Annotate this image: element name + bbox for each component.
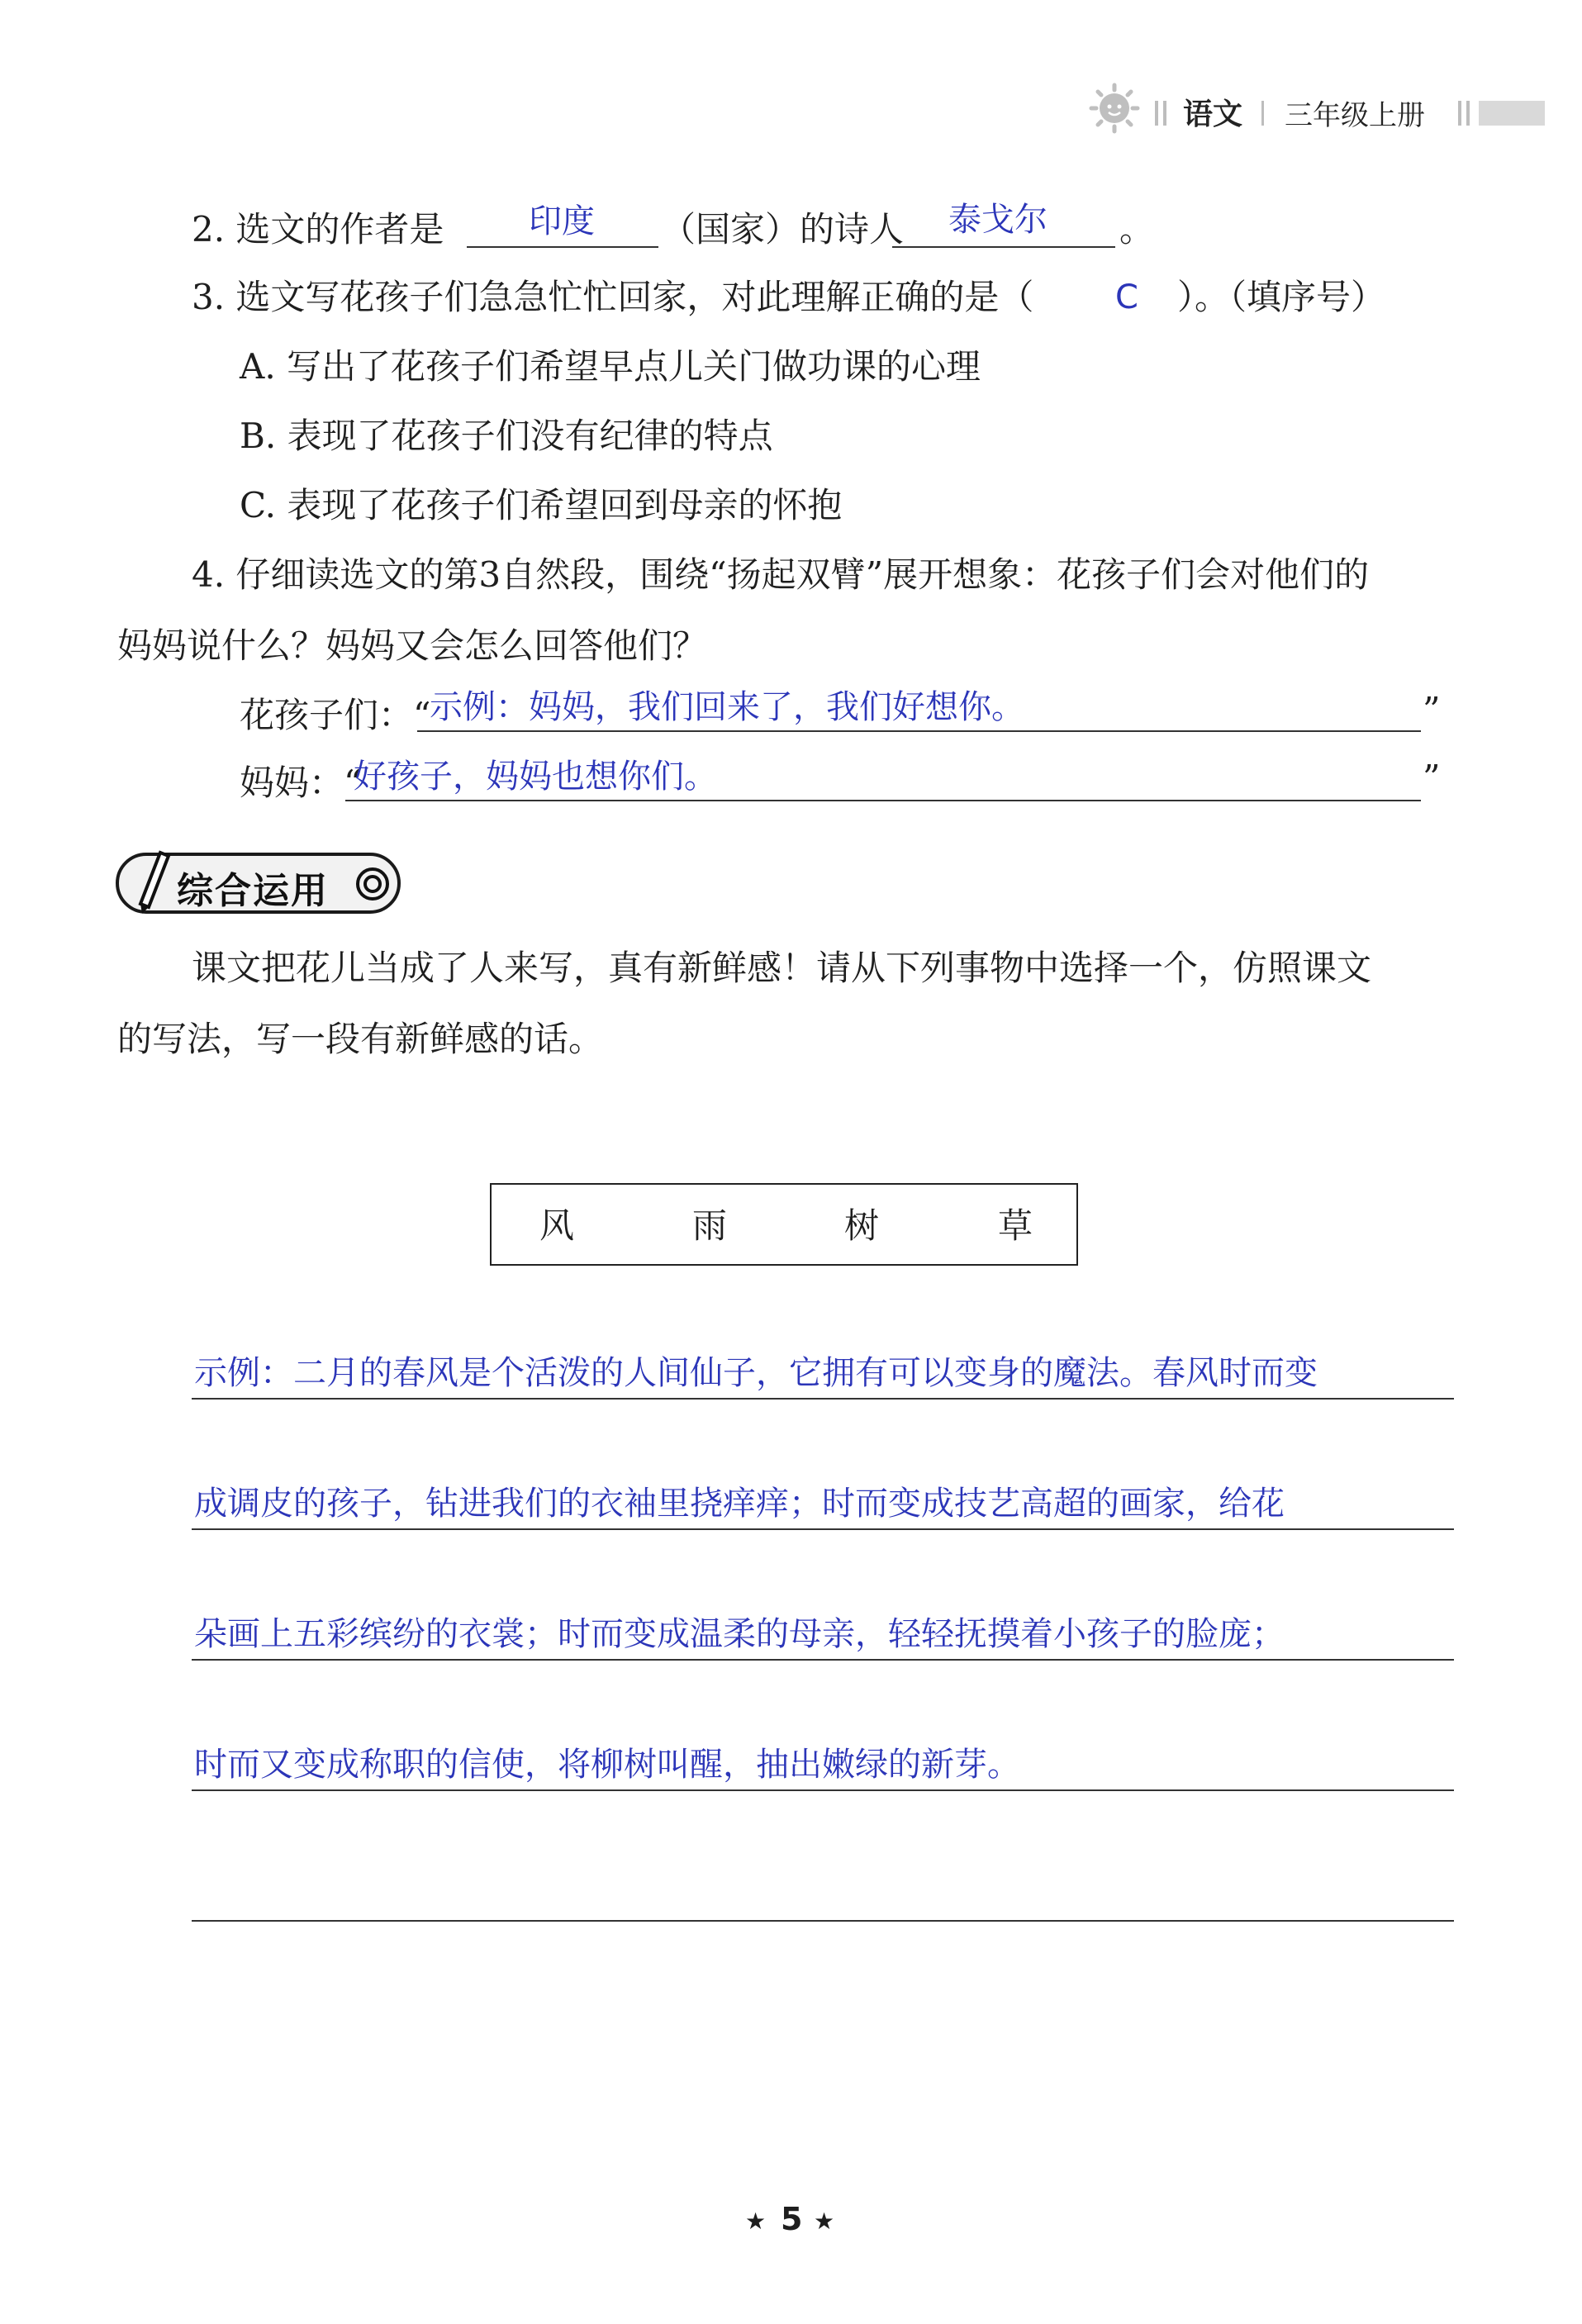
q2-blank-country	[467, 246, 658, 248]
writing-line	[192, 1398, 1454, 1400]
q4-line1: 4. 仔细读选文的第3自然段，围绕“扬起双臂”展开想象：花孩子们会对他们的	[192, 554, 1370, 595]
q4-mother-label: 妈妈：“	[240, 763, 362, 803]
writing-line	[192, 1659, 1454, 1661]
section-intro-line2: 的写法，写一段有新鲜感的话。	[117, 1019, 604, 1059]
q3-option-b: B. 表现了花孩子们没有纪律的特点	[240, 416, 773, 456]
header-separator	[1458, 101, 1461, 126]
q2-answer-poet: 泰戈尔	[948, 201, 1048, 239]
q4-mother-answer: 好孩子，妈妈也想你们。	[354, 758, 717, 796]
star-icon: ★	[814, 2208, 835, 2235]
q4-close-quote-1: ”	[1423, 690, 1441, 730]
q2-end: 。	[1119, 209, 1155, 250]
q3-answer: C	[1115, 278, 1138, 316]
answer-line-3: 朵画上五彩缤纷的衣裳；时而变成温柔的母亲，轻轻抚摸着小孩子的脸庞；	[194, 1615, 1285, 1653]
header-separator	[1155, 101, 1158, 126]
sun-icon	[1089, 83, 1140, 134]
header-separator	[1466, 101, 1470, 126]
word-wind: 风	[539, 1205, 575, 1246]
pencil-icon	[132, 849, 173, 915]
header-separator	[1261, 101, 1264, 126]
writing-line	[192, 1920, 1454, 1922]
word-grass: 草	[998, 1205, 1033, 1246]
q4-children-label: 花孩子们：“	[240, 695, 431, 735]
q2-middle: （国家）的诗人	[661, 209, 905, 250]
answer-line-2: 成调皮的孩子，钻进我们的衣袖里挠痒痒；时而变成技艺高超的画家，给花	[194, 1485, 1285, 1523]
q4-children-answer: 示例：妈妈，我们回来了，我们好想你。	[430, 688, 1024, 726]
q3-option-c: C. 表现了花孩子们希望回到母亲的怀抱	[240, 485, 843, 525]
q4-line2: 妈妈说什么？妈妈又会怎么回答他们？	[117, 625, 708, 666]
q4-children-blank	[417, 730, 1421, 732]
writing-line	[192, 1789, 1454, 1791]
page-number: 5	[781, 2201, 803, 2237]
q4-mother-blank	[345, 800, 1421, 801]
q2-answer-country: 印度	[529, 202, 595, 240]
section-title: 综合运用	[177, 870, 329, 912]
q2-prefix: 2. 选文的作者是	[192, 209, 444, 250]
header-separator	[1163, 101, 1166, 126]
word-tree: 树	[844, 1205, 880, 1246]
writing-line	[192, 1528, 1454, 1530]
section-banner	[116, 853, 401, 914]
q3-option-a: A. 写出了花孩子们希望早点儿关门做功课的心理	[240, 346, 981, 387]
star-icon: ★	[745, 2208, 767, 2235]
header-bar	[1479, 101, 1545, 126]
answer-line-1: 示例：二月的春风是个活泼的人间仙子，它拥有可以变身的魔法。春风时而变	[194, 1354, 1318, 1392]
section-intro-line1: 课文把花儿当成了人来写，真有新鲜感！请从下列事物中选择一个，仿照课文	[192, 948, 1372, 988]
header-subject: 语文	[1183, 97, 1243, 131]
q3-stem-end: ）。（填序号）	[1177, 277, 1386, 317]
q4-close-quote-2: ”	[1423, 758, 1441, 798]
answer-line-4: 时而又变成称职的信使，将柳树叫醒，抽出嫩绿的新芽。	[194, 1746, 1020, 1784]
word-rain: 雨	[692, 1205, 728, 1246]
header-grade: 三年级上册	[1285, 99, 1425, 132]
ring-icon	[354, 866, 391, 902]
word-choice-box	[490, 1183, 1078, 1266]
q3-stem: 3. 选文写花孩子们急急忙忙回家，对此理解正确的是（	[192, 277, 1034, 317]
q2-blank-poet	[892, 246, 1115, 248]
